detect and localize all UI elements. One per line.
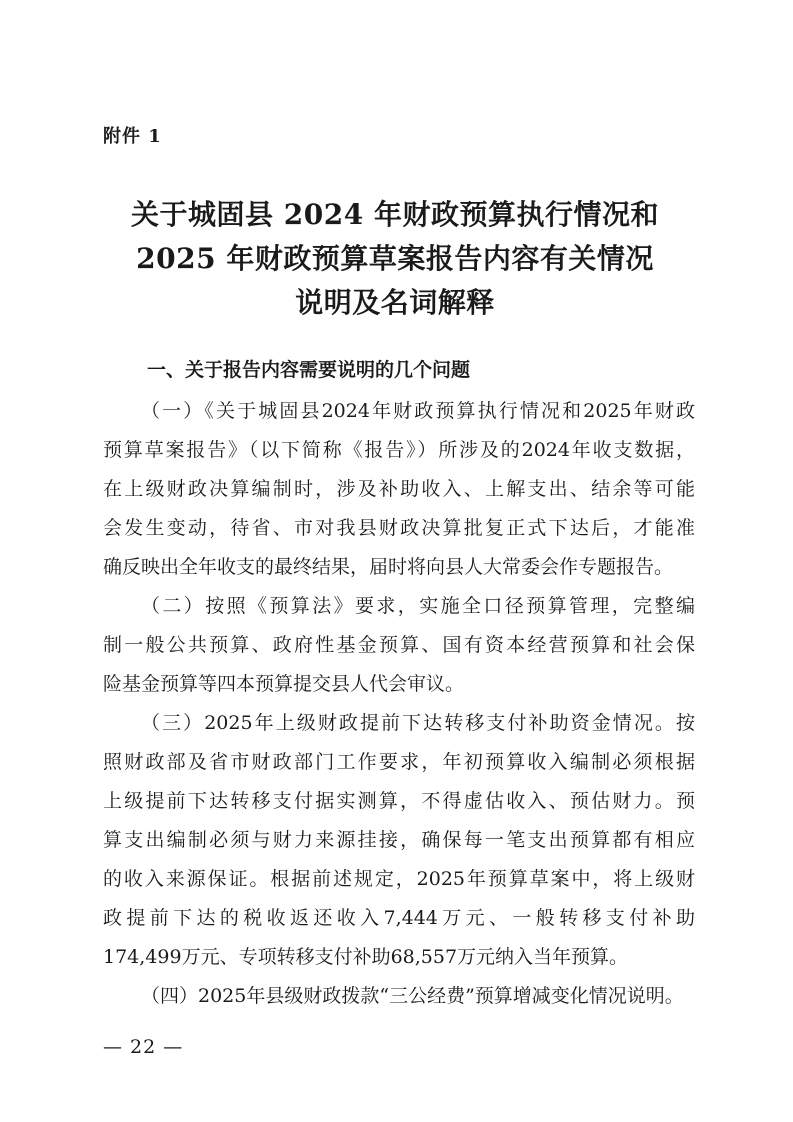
paragraph-line: 会发生变动，待省、市对我县财政决算批复正式下达后，才能准: [103, 517, 695, 539]
paragraph-line: （二）按照《预算法》要求，实施全口径预算管理，完整编: [141, 595, 695, 617]
paragraph-line: 预算草案报告》（以下简称《报告》）所涉及的2024年收支数据，: [103, 439, 695, 461]
paragraph-line: 政提前下达的税收返还收入7,444万元、一般转移支付补助: [103, 907, 695, 929]
document-body: [103, 392, 695, 1016]
title-line: 说明及名词解释: [295, 286, 495, 319]
paragraph-line: （四）2025年县级财政拨款“三公经费”预算增减变化情况说明。: [141, 985, 684, 1007]
title-line: 关于城固县 2024 年财政预算执行情况和: [131, 198, 659, 231]
paragraph-line: 174,499万元、专项转移支付补助68,557万元纳入当年预算。: [103, 946, 629, 968]
paragraph-line: 险基金预算等四本预算提交县人代会审议。: [103, 673, 465, 695]
paragraph-line: 上级提前下达转移支付据实测算，不得虚估收入、预估财力。预: [103, 790, 695, 812]
title-line: 2025 年财政预算草案报告内容有关情况: [136, 242, 654, 275]
page-number: — 22 —: [103, 1036, 184, 1058]
paragraph-line: 制一般公共预算、政府性基金预算、国有资本经营预算和社会保: [103, 634, 695, 656]
paragraph-line: 确反映出全年收支的最终结果，届时将向县人大常委会作专题报告。: [103, 556, 674, 578]
attachment-label: 附件 1: [103, 126, 162, 147]
paragraph-line: 在上级财政决算编制时，涉及补助收入、上解支出、结余等可能: [103, 478, 695, 500]
paragraph-line: 照财政部及省市财政部门工作要求，年初预算收入编制必须根据: [103, 751, 695, 773]
document-title: [100, 193, 690, 325]
section-heading: 一、关于报告内容需要说明的几个问题: [147, 359, 471, 381]
paragraph-line: （三）2025年上级财政提前下达转移支付补助资金情况。按: [141, 712, 695, 734]
paragraph-line: （一）《关于城固县2024年财政预算执行情况和2025年财政: [141, 400, 695, 422]
paragraph-line: 算支出编制必须与财力来源挂接，确保每一笔支出预算都有相应: [103, 829, 695, 851]
paragraph-line: 的收入来源保证。根据前述规定，2025年预算草案中，将上级财: [103, 868, 695, 890]
